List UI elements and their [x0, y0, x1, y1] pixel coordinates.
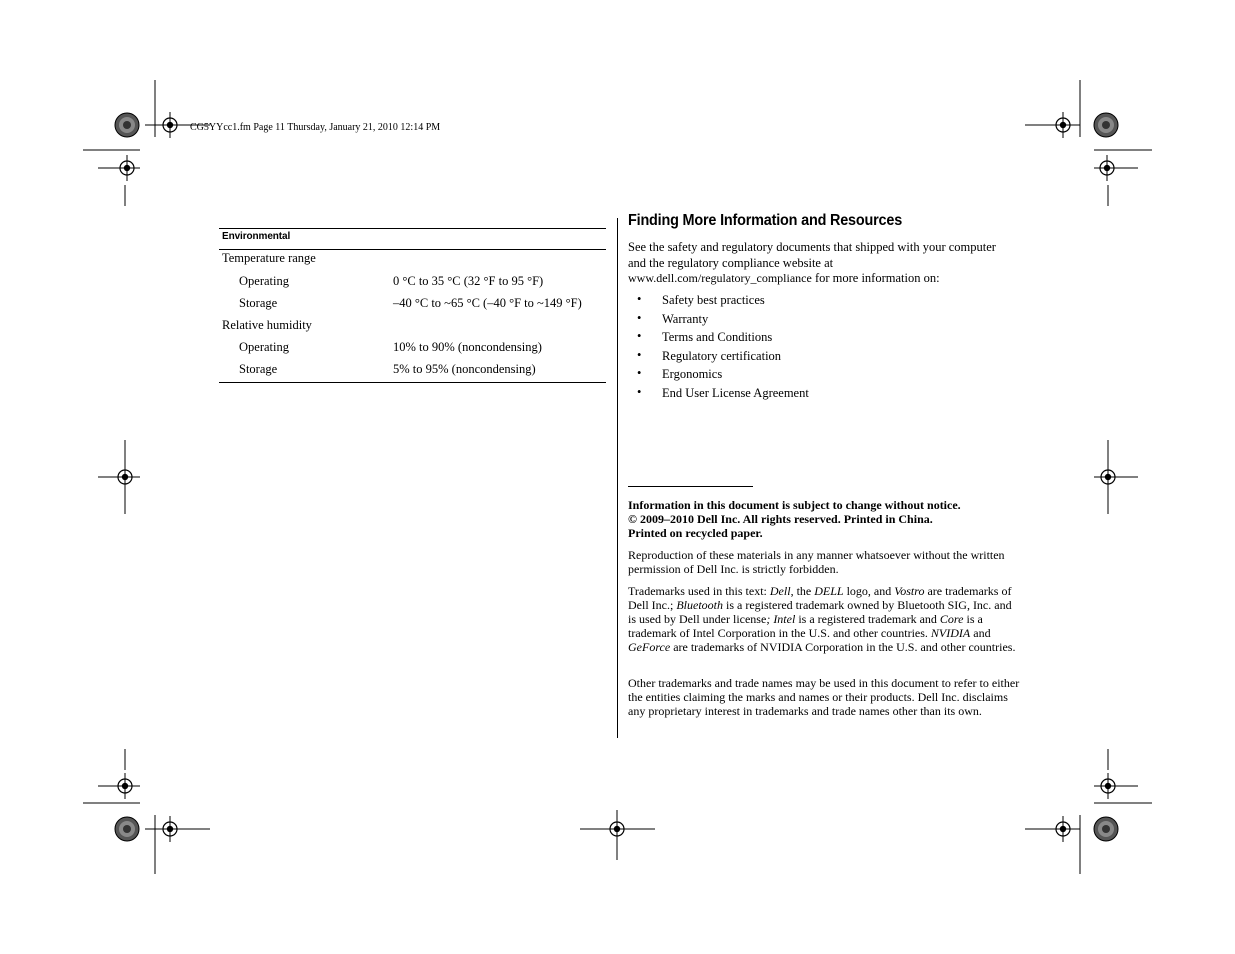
table-row [219, 340, 606, 360]
table-row [219, 318, 606, 338]
row-label: Storage [239, 362, 278, 376]
column-divider [617, 218, 618, 738]
legal-separator [628, 486, 753, 487]
file-header: CG5YYcc1.fm Page 11 Thursday, January 21, 2010 12:14 PM [190, 122, 441, 133]
list-item: • Safety best practices [637, 292, 765, 307]
other-trademarks-paragraph: Other trademarks and trade names may be used in this document to refer to either the entities claiming the marks and names or their products. Dell Inc. disclaims any proprietary interest in trademarks and trade names other than its own. [628, 676, 1020, 718]
legal-notice: Information in this document is subject to change without notice. © 2009–2010 Dell Inc. All rights reserved. Printed in China. Printed on recycled paper. [628, 498, 961, 540]
rosette-mark-icon [115, 113, 139, 137]
row-label: Relative humidity [222, 318, 312, 332]
trademarks-paragraph: Trademarks used in this text: Dell, the DELL logo, and Vostro are trademarks of Dell Inc.; Bluetooth is a registered trademark owned by Bluetooth SIG, Inc. and is used by Dell under license; Intel is a registered trademark and Core is a trademark of Intel Corporation in the U.S. and other countries. NVIDIA and GeForce are trademarks of NVIDIA Corporation in the U.S. and other countries. [628, 584, 1016, 654]
table-bottom-rule [219, 382, 606, 383]
row-value: –40 °C to ~65 °C (–40 °F to ~149 °F) [393, 296, 582, 310]
row-value: 5% to 95% (noncondensing) [393, 362, 536, 376]
intro-paragraph: See the safety and regulatory documents that shipped with your computer and the regulatory compliance website at www.dell.com/regulatory_compliance for more information on: [628, 240, 996, 285]
bullet-icon: • [637, 310, 642, 325]
table-header-rule [219, 249, 606, 250]
row-value: 0 °C to 35 °C (32 °F to 95 °F) [393, 274, 544, 288]
bullet-icon: • [637, 366, 642, 380]
bullet-icon: • [637, 292, 642, 306]
list-item: • Terms and Conditions [637, 329, 773, 344]
section-heading: Finding More Information and Resources [628, 212, 903, 229]
table-row [219, 362, 606, 382]
table-row [219, 274, 606, 294]
row-label: Operating [239, 274, 289, 288]
list-item: • Regulatory certification [637, 347, 782, 363]
table-row [219, 251, 606, 271]
table-top-rule [219, 228, 606, 229]
regulatory-link[interactable]: www.dell.com/regulatory_compliance [628, 271, 812, 285]
row-label: Storage [239, 296, 278, 310]
resource-list [628, 293, 1018, 404]
row-label: Temperature range [222, 251, 316, 265]
row-value: 10% to 90% (noncondensing) [393, 340, 542, 354]
bullet-icon: • [637, 329, 642, 343]
list-item: • Warranty [637, 310, 709, 326]
table-row [219, 296, 606, 316]
list-item: • End User License Agreement [637, 384, 809, 400]
table-title: Environmental [222, 231, 291, 242]
list-item: • Ergonomics [637, 366, 723, 381]
row-label: Operating [239, 340, 289, 354]
reproduction-paragraph: Reproduction of these materials in any manner whatsoever without the written permission of Dell Inc. is strictly forbidden. [628, 548, 1005, 576]
bullet-icon: • [637, 347, 642, 362]
bullet-icon: • [637, 384, 642, 399]
